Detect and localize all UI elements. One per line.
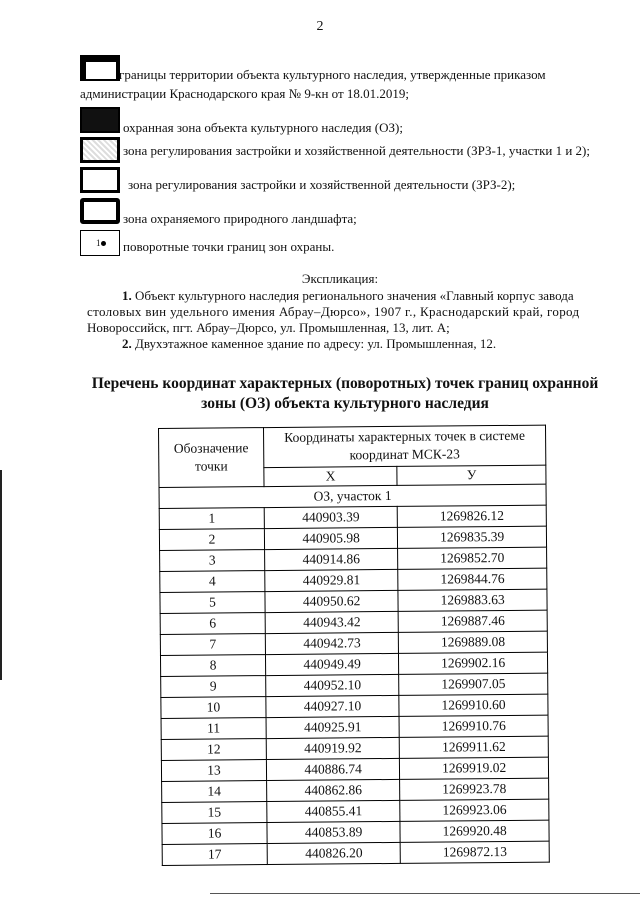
zrz1-swatch-icon [80, 137, 120, 163]
cell-x: 440826.20 [267, 842, 400, 864]
cell-x: 440942.73 [265, 632, 398, 654]
point-dot-icon [101, 241, 106, 246]
legend-zrz2-text: зона регулирования застройки и хозяйственной деятельности (ЗРЗ-2); [128, 177, 516, 192]
table-row [161, 715, 548, 739]
cell-point: 1 [159, 508, 264, 530]
cell-point: 10 [161, 697, 266, 719]
explication-item2-text: Двухэтажное каменное здание по адресу: ул. Промышленная, 12. [135, 336, 497, 351]
col-header-y: У [397, 465, 546, 486]
cell-y: 1269919.02 [400, 757, 549, 779]
cell-y: 1269844.76 [398, 568, 547, 590]
cell-x: 440943.42 [265, 611, 398, 633]
cell-y: 1269889.08 [399, 631, 548, 653]
table-row [160, 568, 547, 592]
page-number: 2 [316, 19, 324, 34]
cell-point: 3 [160, 550, 265, 572]
legend-landscape-text: зона охраняемого природного ландшафта; [123, 211, 357, 226]
table-row [160, 589, 547, 613]
legend-boundary-line2: администрации Краснодарского края № 9-кн от 18.01.2019; [80, 86, 410, 101]
explication-item2-number: 2. [122, 336, 132, 351]
table-row [160, 652, 547, 676]
cell-y: 1269835.39 [398, 526, 547, 548]
cell-point: 4 [160, 571, 265, 593]
cell-y: 1269911.62 [399, 736, 548, 758]
footer-rule [210, 893, 640, 894]
table-row [162, 820, 549, 844]
cell-point: 2 [159, 529, 264, 551]
cell-y: 1269923.78 [400, 778, 549, 800]
cell-x: 440919.92 [266, 737, 399, 759]
cell-point: 13 [161, 760, 266, 782]
table-row [160, 631, 547, 655]
table-row [161, 673, 548, 697]
table-row [161, 757, 548, 781]
points-swatch-number: 1 [96, 238, 101, 248]
cell-point: 14 [162, 781, 267, 803]
cell-y: 1269923.06 [400, 799, 549, 821]
explication-item1-text1: Объект культурного наследия регионального значения «Главный корпус завода [135, 288, 574, 303]
table-row [159, 505, 546, 529]
cell-point: 5 [160, 592, 265, 614]
cell-x: 440929.81 [265, 569, 398, 591]
table-row [162, 841, 549, 865]
table-row [162, 799, 549, 823]
legend-oz-text: охранная зона объекта культурного наследия (ОЗ); [123, 120, 403, 135]
cell-x: 440950.62 [265, 590, 398, 612]
legend-boundary-line1: границы территории объекта культурного наследия, утвержденные приказом [119, 67, 546, 82]
cell-point: 7 [160, 634, 265, 656]
explication-item1-number: 1. [122, 288, 132, 303]
cell-y: 1269902.16 [399, 652, 548, 674]
cell-x: 440862.86 [267, 779, 400, 801]
cell-x: 440886.74 [266, 758, 399, 780]
table-row [159, 526, 546, 550]
cell-x: 440925.91 [266, 716, 399, 738]
legend-zrz1-text: зона регулирования застройки и хозяйственной деятельности (ЗРЗ-1, участки 1 и 2); [123, 143, 590, 158]
cell-x: 440855.41 [267, 800, 400, 822]
coordinates-table [158, 425, 550, 866]
col-header-x: X [264, 466, 397, 486]
cell-y: 1269887.46 [398, 610, 547, 632]
heading-line2: зоны (ОЗ) объекта культурного наследия [201, 395, 489, 412]
explication-item1-line2: столовых вин удельного имения Абрау–Дюрсо», 1907 г., Краснодарский край, город [87, 304, 580, 319]
cell-x: 440903.39 [264, 506, 397, 528]
landscape-swatch-icon [80, 198, 120, 224]
table-row [160, 610, 547, 634]
cell-y: 1269852.70 [398, 547, 547, 569]
cell-y: 1269883.63 [398, 589, 547, 611]
cell-x: 440952.10 [266, 674, 399, 696]
cell-x: 440949.49 [265, 653, 398, 675]
cell-x: 440853.89 [267, 821, 400, 843]
cell-point: 11 [161, 718, 266, 740]
cell-point: 6 [160, 613, 265, 635]
cell-point: 12 [161, 739, 266, 761]
explication-item1-line3: Новороссийск, пгт. Абрау–Дюрсо, ул. Промышленная, 13, лит. А; [87, 320, 450, 335]
table-row [162, 778, 549, 802]
cell-x: 440927.10 [266, 695, 399, 717]
cell-y: 1269910.76 [399, 715, 548, 737]
section-label: ОЗ, участок 1 [159, 484, 546, 508]
legend-points-text: поворотные точки границ зон охраны. [123, 239, 335, 254]
cell-x: 440914.86 [265, 548, 398, 570]
cell-point: 16 [162, 823, 267, 845]
cell-y: 1269920.48 [400, 820, 549, 842]
cell-point: 8 [160, 655, 265, 677]
cell-point: 15 [162, 802, 267, 824]
col-header-coords: Координаты характерных точек в системе координат МСК-23 [264, 425, 546, 467]
zrz2-swatch-icon [80, 167, 120, 193]
explication-item2 [122, 336, 496, 352]
table-row [161, 694, 548, 718]
explication-item1-line1 [122, 288, 574, 304]
table-row [160, 547, 547, 571]
heading-line1: Перечень координат характерных (поворотных) точек границ охранной [91, 375, 599, 392]
explication-title: Экспликация: [301, 271, 379, 286]
cell-point: 9 [161, 676, 266, 698]
points-swatch-icon [80, 230, 120, 256]
col-header-point: Обозначение точки [159, 428, 265, 488]
boundary-swatch-icon [80, 55, 120, 81]
oz-swatch-icon [80, 107, 120, 133]
scan-edge-mark [0, 470, 2, 680]
cell-y: 1269872.13 [400, 841, 549, 863]
cell-y: 1269826.12 [397, 505, 546, 527]
cell-point: 17 [162, 844, 267, 866]
table-row [161, 736, 548, 760]
cell-y: 1269907.05 [399, 673, 548, 695]
cell-y: 1269910.60 [399, 694, 548, 716]
cell-x: 440905.98 [264, 527, 397, 549]
